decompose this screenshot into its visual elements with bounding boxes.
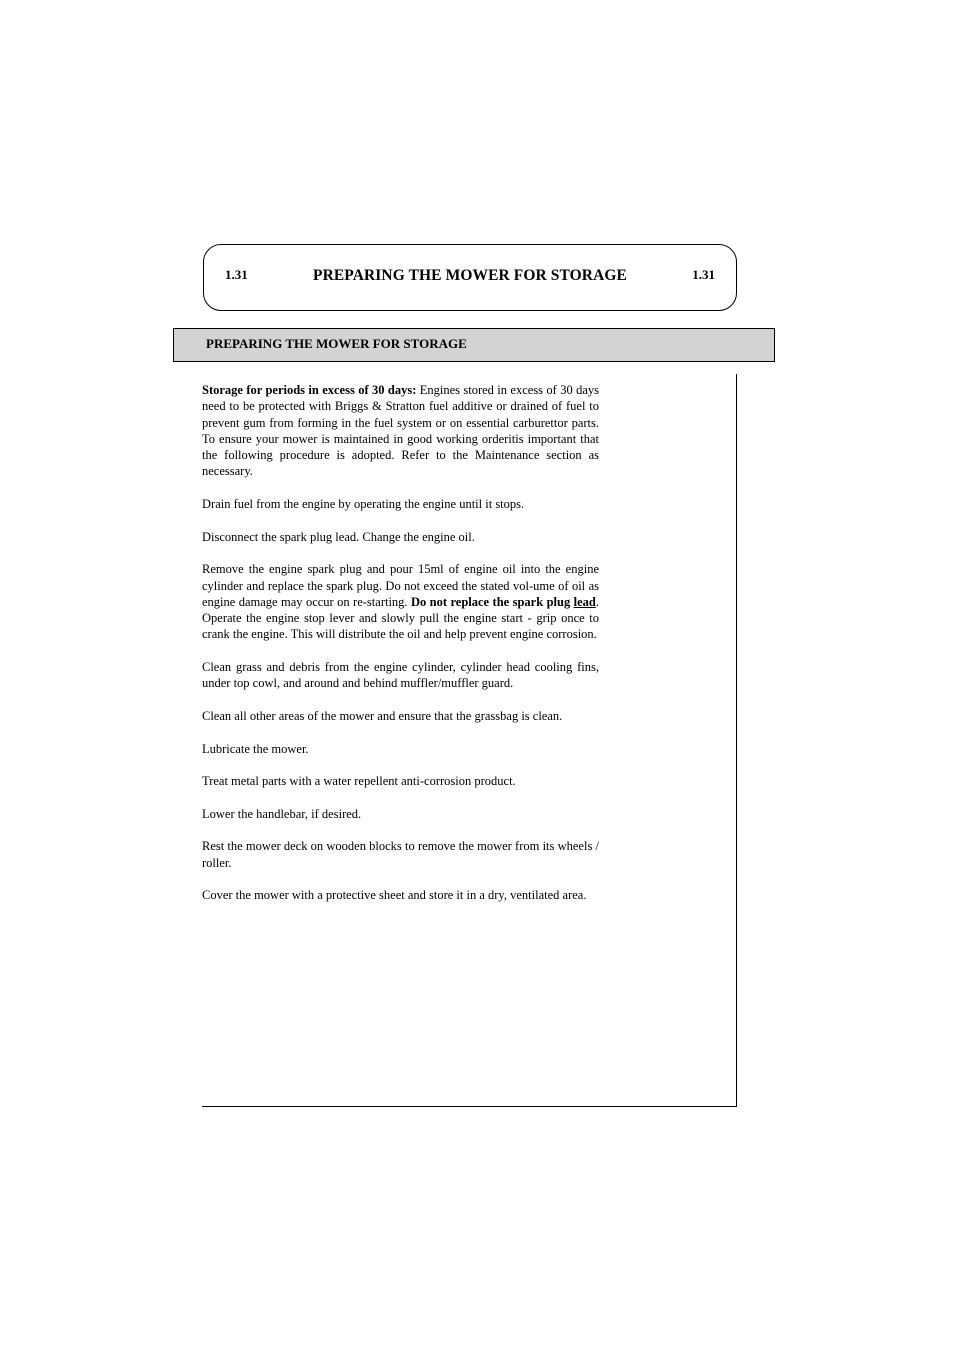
spark-plug-warning xyxy=(411,595,596,609)
section-heading-bar xyxy=(173,328,775,362)
right-margin-rule xyxy=(736,374,737,1107)
storage-intro-heading: Storage for periods in excess of 30 days: xyxy=(202,383,417,397)
body-text xyxy=(202,382,599,920)
spark-plug-text-2: . Operate the engine stop lever and slowly pull the engine start - grip once to crank the engine. This will distribute the oil and help prevent engine corrosion. xyxy=(202,594,599,642)
bottom-rule xyxy=(202,1106,737,1107)
page-number-left: 1.31 xyxy=(225,267,248,282)
storage-intro-text: Engines stored in excess of 30 days need to be protected with Briggs & Stratton fuel additive or drained of fuel to prevent gum from forming in the fuel system or on essential carburettor parts. To ensure your mower is maintained in good working orderitis important that the following procedure is adopted. Refer to the Maintenance section as necessary. xyxy=(202,383,599,479)
paragraph-clean-mower: Clean all other areas of the mower and ensure that the grassbag is clean. xyxy=(202,708,563,723)
paragraph-lubricate: Lubricate the mower. xyxy=(202,741,309,756)
section-title: PREPARING THE MOWER FOR STORAGE xyxy=(206,336,467,351)
paragraph-lower-handlebar: Lower the handlebar, if desired. xyxy=(202,806,362,821)
paragraph-disconnect-plug: Disconnect the spark plug lead. Change the engine oil. xyxy=(202,529,475,544)
paragraph-storage-intro xyxy=(202,382,599,480)
paragraph-drain-fuel: Drain fuel from the engine by operating the engine until it stops. xyxy=(202,497,525,512)
paragraph-clean-engine: Clean grass and debris from the engine cylinder, cylinder head cooling fins, under top cowl, and around and behind muffler/muffler guard. xyxy=(202,660,599,691)
spark-plug-warning-lead: lead xyxy=(573,594,596,609)
paragraph-rest-deck: Rest the mower deck on wooden blocks to remove the mower from its wheels / roller. xyxy=(202,839,599,870)
spark-plug-text-1: Remove the engine spark plug and pour 15ml of engine oil into the engine cylinder and replace the spark plug. Do not exceed the stated vol-ume of oil as engine damage may occur on re-starting. xyxy=(202,562,599,609)
paragraph-treat-metal: Treat metal parts with a water repellent anti-corrosion product. xyxy=(202,774,516,789)
page-header-box xyxy=(203,244,737,311)
page-title: PREPARING THE MOWER FOR STORAGE xyxy=(313,267,627,284)
spark-plug-warning-text: Do not replace the spark plug xyxy=(410,594,574,609)
paragraph-spark-plug-oil xyxy=(202,561,599,642)
paragraph-cover-mower: Cover the mower with a protective sheet and store it in a dry, ventilated area. xyxy=(202,888,587,903)
page-number-right: 1.31 xyxy=(692,267,715,282)
